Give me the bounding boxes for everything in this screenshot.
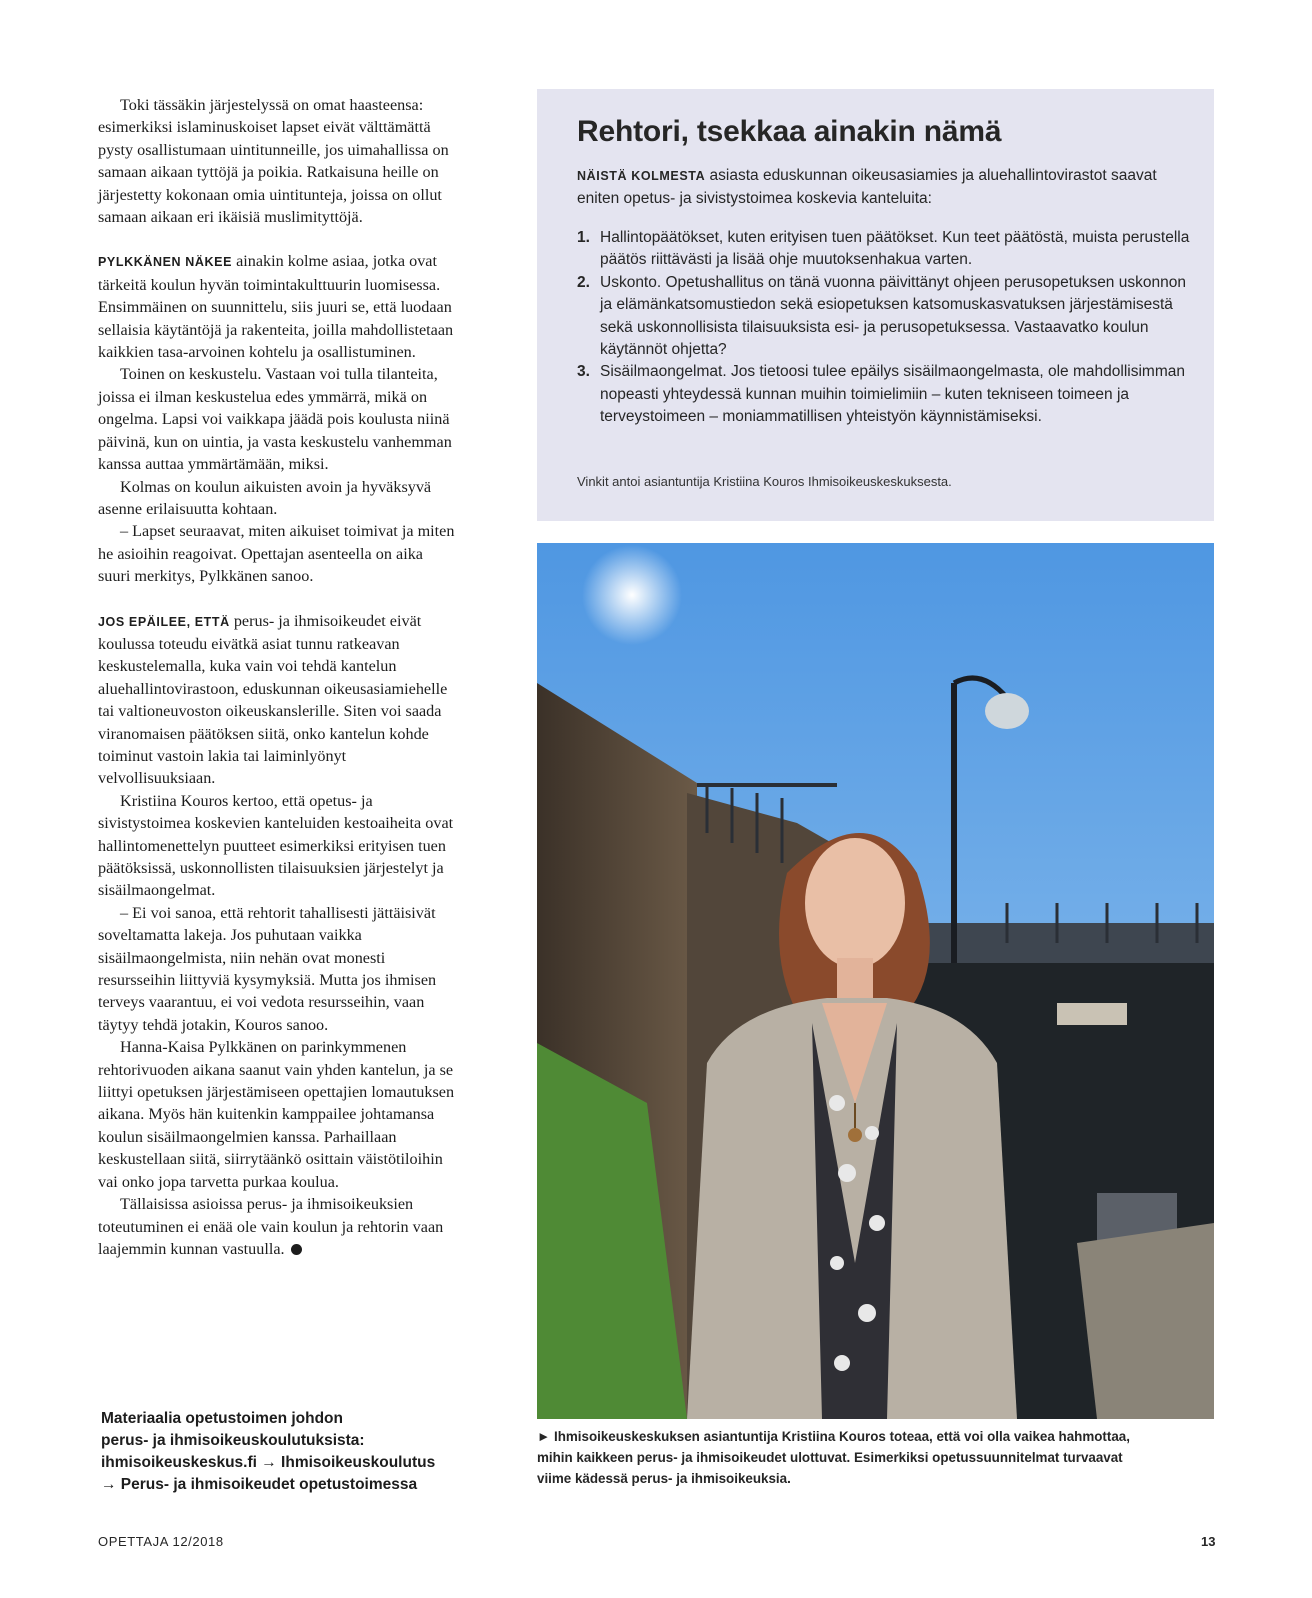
paragraph-text: ainakin kolme asiaa, jotka ovat tärkeitä koulun hyvän toimintakulttuurin luomisessa. Ensimmäinen on suunnittelu, siis juuri se, että luodaan sellaisia käytäntöjä ja rakenteita, joilla mahdollistetaan kaikkien tasa-arvoinen kohtelu ja osallistuminen. [98, 252, 454, 362]
paragraph-text: Tällaisissa asioissa perus- ja ihmisoikeuksien toteutuminen ei enää ole vain koulun ja rehtorin vaan laajemmin kunnan vastuulla. [98, 1195, 444, 1258]
caption-line: viime kädessä perus- ja ihmisoikeuksia. [537, 1471, 791, 1486]
box-source: Vinkit antoi asiantuntija Kristiina Kouros Ihmisoikeuskeskuksesta. [577, 474, 952, 489]
paragraph: Toinen on keskustelu. Vastaan voi tulla tilanteita, joissa ei ilman keskustelua edes ymmärrä, mikä on ongelma. Lapsi voi vaikkapa jäädä pois koulusta niinä päivinä, kun on uintia, ja vasta keskustelu vanhemman kanssa auttaa ymmärtämään, miksi. [98, 365, 452, 474]
list-item [577, 227, 1197, 272]
paragraph-text: perus- ja ihmisoikeudet eivät koulussa toteudu eivätkä asiat tunnu ratkeavan keskustelemalla, kuka vain voi tehdä kantelun aluehallintovirastoon, eduskunnan oikeusasiamiehelle tai valtioneuvoston oikeuskanslerille. Siten voi saada viranomaisen päätöksen siitä, onko kantelun kohde toiminut vastoin lakia tai laiminlyönyt velvollisuuksiaan. [98, 611, 448, 788]
item-text: Hallintopäätökset, kuten erityisen tuen päätökset. Kun teet päätöstä, muista perustella päätös riittävästi ja lisää ohje muutoksenhakua varten. [600, 229, 1190, 269]
item-number: 3. [577, 363, 590, 381]
article-body [98, 94, 458, 1260]
tip-box [537, 89, 1214, 521]
lead-in: JOS EPÄILEE, ETTÄ [98, 614, 230, 629]
material-link[interactable]: ihmisoikeuskeskus.fi → Ihmisoikeuskoulutus [101, 1454, 436, 1471]
tip-list [577, 227, 1197, 429]
page-number: 13 [1201, 1534, 1216, 1549]
box-intro [577, 165, 1187, 210]
material-line: perus- ja ihmisoikeuskoulutuksista: [101, 1432, 365, 1449]
paragraph: – Ei voi sanoa, että rehtorit tahallisesti jättäisivät soveltamatta lakeja. Jos puhutaan vaikka sisäilmaongelmista, niin nehän ovat monesti resursseihin liittyviä kysymyksiä. Mutta jos ihmisen terveys vaarantuu, ei voi vedota resursseihin, vaan täytyy tehdä jotakin, Kouros sanoo. [98, 903, 437, 1034]
paragraph: – Lapset seuraavat, miten aikuiset toimivat ja miten he asioihin reagoivat. Opettajan asenteella on aika suuri merkitys, Pylkkänen sanoo. [98, 522, 455, 586]
box-intro-text: asiasta eduskunnan oikeusasiamies ja aluehallintovirastot saavat eniten opetus- ja sivistystoimea koskevia kanteluita: [577, 167, 1157, 207]
caption-line: ► Ihmisoikeuskeskuksen asiantuntija Kristiina Kouros toteaa, että voi olla vaikea hahmottaa, [537, 1429, 1130, 1444]
paragraph: Hanna-Kaisa Pylkkänen on parinkymmenen rehtorivuoden aikana saanut vain yhden kantelun, ja se liittyi opetuksen järjestämiseen opettajien lomautuksen aikana. Myös hän kuitenkin kamppailee johtamansa koulun sisäilmaongelmien kanssa. Parhaillaan keskustellaan siitä, siirrytäänkö osittain väistötiloihin vai onko jopa tarvetta purkaa koulua. [98, 1038, 455, 1191]
magazine-issue: OPETTAJA 12/2018 [98, 1534, 224, 1549]
list-item [577, 272, 1197, 362]
portrait-photo [537, 543, 1214, 1419]
photo-illustration [537, 543, 1214, 1419]
paragraph: Kristiina Kouros kertoo, että opetus- ja sivistystoimea koskevien kanteluiden kestoaiheita ovat hallintomenettelyn puutteet esimerkiksi erityisen tuen päätöksissä, uskonnollisten tilaisuuksien järjestelyt ja sisäilmaongelmat. [98, 791, 454, 900]
paragraph [98, 1193, 458, 1260]
material-line: → Perus- ja ihmisoikeudet opetustoimessa [101, 1476, 418, 1493]
photo-caption [537, 1426, 1217, 1489]
paragraph: Toki tässäkin järjestelyssä on omat haasteensa: esimerkiksi islaminuskoiset lapset eivät välttämättä pysty osallistumaan uintitunneille, jos uimahallissa on samaan aikaan tyttöjä ja poikia. Ratkaisuna heille on järjestetty kokonaan omia uintitunteja, joissa on ollut samaan aikaan eri ikäisiä muslimityttöjä. [98, 96, 449, 227]
item-text: Uskonto. Opetushallitus on tänä vuonna päivittänyt ohjeen perusopetuksen uskonnon ja elämänkatsomustiedon sekä esiopetuksen katsomuskasvatuksen järjestämisestä sekä uskonnollisista tilaisuuksista esi- ja perusopetuksessa. Vastaavatko koulun käytännöt ohjetta? [600, 273, 1186, 359]
paragraph [98, 610, 458, 790]
material-note [101, 1408, 471, 1496]
material-line: Materiaalia opetustoimen johdon [101, 1410, 343, 1427]
lead-in: NÄISTÄ KOLMESTA [577, 169, 706, 183]
item-number: 2. [577, 273, 590, 291]
box-title: Rehtori, tsekkaa ainakin nämä [577, 115, 1002, 148]
paragraph [98, 250, 458, 363]
item-number: 1. [577, 229, 590, 246]
end-mark-icon [291, 1244, 302, 1255]
paragraph: Kolmas on koulun aikuisten avoin ja hyväksyvä asenne erilaisuutta kohtaan. [98, 477, 432, 518]
list-item [577, 361, 1197, 428]
item-text: Sisäilmaongelmat. Jos tietoosi tulee epäilys sisäilmaongelmasta, ole mahdollisimman nopeasti yhteydessä kunnan muihin toimielimiin – kuten tekniseen toimeen ja terveystoimeen – moniammatillisen yhteistyön käynnistämiseksi. [600, 363, 1185, 426]
caption-line: mihin kaikkeen perus- ja ihmisoikeudet ulottuvat. Esimerkiksi opetussuunnitelmat turvaavat [537, 1450, 1123, 1465]
lead-in: PYLKKÄNEN NÄKEE [98, 255, 233, 270]
